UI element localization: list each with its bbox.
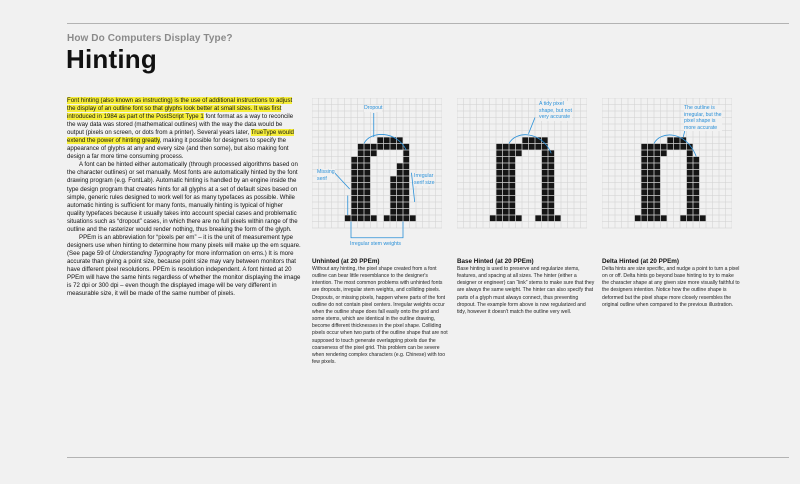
pixel [364, 170, 370, 176]
pixel [351, 163, 357, 169]
pixel [351, 196, 357, 202]
pixel [648, 157, 654, 163]
pixel [654, 176, 660, 182]
section-subtitle: How Do Computers Display Type? [67, 33, 233, 44]
pixel [687, 170, 693, 176]
pixel [509, 176, 515, 182]
pixel [496, 157, 502, 163]
pixel [693, 176, 699, 182]
pixel [693, 189, 699, 195]
delta-hinted-illustration [602, 98, 732, 254]
tidy-shape-label: A tidy pixel shape, but not very accurate [539, 101, 572, 120]
pixel [345, 215, 351, 221]
pixel [687, 209, 693, 215]
pixel [641, 189, 647, 195]
pixel [403, 183, 409, 189]
pixel [687, 189, 693, 195]
pixel [509, 183, 515, 189]
pixel [693, 215, 699, 221]
highlight-2: TrueType would extend the power of hinting greatly [67, 129, 294, 145]
pixel [648, 150, 654, 156]
pixel [351, 189, 357, 195]
pixel [509, 150, 515, 156]
pixel [496, 150, 502, 156]
pixel [542, 144, 548, 150]
pixel [403, 157, 409, 163]
pixel [516, 215, 522, 221]
pixel [397, 170, 403, 176]
pixel [390, 144, 396, 150]
pixel [364, 150, 370, 156]
paragraph-3: PPEm is an abbreviation for “pixels per em” – it is the unit of measurement type designers use when hinting to determine how many pixels will make up the em square. (See page 59 of Understanding Typography for more information on ems.) It is more accurate than giving a point size, because point size may vary between monitors that have different pixel resolutions. PPEm is resolution independent. A font hinted at 20 PPEm will have the same hints regardless of whether the monitor displaying the image is 72 dpi or 300 dpi – even though the displayed image will be very different in measurable size, it will be made of the same number of pixels. [67, 233, 301, 298]
pixel [397, 196, 403, 202]
pixel [503, 209, 509, 215]
pixel [358, 215, 364, 221]
pixel [548, 183, 554, 189]
pixel [377, 137, 383, 143]
pixel [648, 183, 654, 189]
pixel [641, 176, 647, 182]
tidy-shape-arrow [529, 118, 536, 134]
pixel [503, 196, 509, 202]
pixel [674, 137, 680, 143]
pixel [403, 170, 409, 176]
pixel [654, 202, 660, 208]
pixel [635, 215, 641, 221]
pixel [509, 215, 515, 221]
pixel [503, 176, 509, 182]
pixel [548, 196, 554, 202]
pixel [687, 202, 693, 208]
irregular-serif-label: Irregular serif size [414, 173, 435, 186]
pixel [403, 209, 409, 215]
pixel [397, 215, 403, 221]
pixel [654, 183, 660, 189]
pixel [654, 150, 660, 156]
pixel [503, 157, 509, 163]
pixel [680, 144, 686, 150]
pixel [496, 202, 502, 208]
pixel [397, 163, 403, 169]
pixel [535, 144, 541, 150]
pixel [351, 176, 357, 182]
pixel [496, 196, 502, 202]
pixel [509, 196, 515, 202]
pixel [503, 202, 509, 208]
pixel [693, 163, 699, 169]
top-rule [67, 23, 789, 24]
pixel [687, 150, 693, 156]
pixel [516, 144, 522, 150]
pixel [542, 215, 548, 221]
pixel [358, 176, 364, 182]
pixel [641, 196, 647, 202]
pixel [384, 137, 390, 143]
pixel [410, 215, 416, 221]
pixel [503, 144, 509, 150]
pixel [509, 170, 515, 176]
paragraph-1: Font hinting (also known as instructing) is the use of additional instructions to adjust the display of an outline font so that glyphs look better at small sizes. It was first introduced in 1984 as part of the PostScript Type 1 font format as a way to reconcile the way data was stored (mathematical outlines) with the way the data would be output (pixels on screen, or dots from a printer). Several years later, TrueType would extend the power of hinting greatly, making it possible for designers to specify the appearance of glyphs at any and every size (and then some), but also making font design a far more time consuming process. [67, 97, 294, 161]
pixel [641, 144, 647, 150]
pixel [700, 215, 706, 221]
pixel [542, 163, 548, 169]
pixel [397, 176, 403, 182]
pixel [661, 144, 667, 150]
pixel [390, 209, 396, 215]
pixel [693, 183, 699, 189]
pixel [661, 215, 667, 221]
pixel [641, 170, 647, 176]
base-hinted-pixel-grid [457, 98, 587, 254]
pixel [364, 176, 370, 182]
pixel [693, 157, 699, 163]
unhinted-illustration [312, 98, 442, 254]
irregular-stem-label: Irregular stem weights [350, 241, 402, 247]
pixel [351, 183, 357, 189]
pixel [503, 170, 509, 176]
pixel [648, 209, 654, 215]
pixel [364, 202, 370, 208]
pixel [364, 196, 370, 202]
pixel [358, 202, 364, 208]
pixel [654, 170, 660, 176]
pixel [648, 144, 654, 150]
pixel-grid-lines [312, 98, 442, 228]
pixel [351, 215, 357, 221]
pixel [358, 150, 364, 156]
delta-hinted-caption-title: Delta Hinted (at 20 PPEm) [602, 258, 679, 265]
pixel [542, 196, 548, 202]
pixel [397, 202, 403, 208]
pixel [548, 202, 554, 208]
pixel [542, 157, 548, 163]
pixel [358, 183, 364, 189]
pixel [403, 196, 409, 202]
pixel [397, 183, 403, 189]
pixel [351, 202, 357, 208]
pixel [548, 163, 554, 169]
pixel [674, 144, 680, 150]
base-hinted-caption-title: Base Hinted (at 20 PPEm) [457, 258, 534, 265]
pixel [529, 137, 535, 143]
paragraph-2: A font can be hinted either automatically (through processed algorithms based on the character outlines) or set manually. Most fonts are automatically hinted by the font drawing program (e.g. FontLab). Automatic hinting is handled by an engine inside the type design program that creates hints for all glyphs at a set of default sizes based on simple, generic rules designed to work well for as many typefaces as possible. While automatic hinting is sufficient for many fonts, manually hinting is typical of higher quality typefaces because it usually takes into account special cases and problematic situations such as “dropout” cases, in which there are no full pixels within range of the outline and the rasterizer would render nothing, thus breaking the form of the glyph. [67, 161, 298, 233]
pixel [496, 215, 502, 221]
pixel [516, 150, 522, 156]
pixel [358, 209, 364, 215]
pixel [667, 137, 673, 143]
pixel [548, 189, 554, 195]
pixel [693, 170, 699, 176]
pixel [548, 209, 554, 215]
pixel [648, 170, 654, 176]
pixel [364, 189, 370, 195]
pixel [654, 196, 660, 202]
pixel [503, 183, 509, 189]
pixel [358, 144, 364, 150]
pixel [687, 176, 693, 182]
pixel [548, 176, 554, 182]
bottom-rule [67, 457, 789, 458]
pixel [542, 209, 548, 215]
missing-serif-label: Missing serif [317, 169, 335, 182]
pixel [667, 144, 673, 150]
pixel [522, 144, 528, 150]
pixel [522, 137, 528, 143]
pixel [542, 189, 548, 195]
pixel [687, 157, 693, 163]
pixel [390, 196, 396, 202]
body-text [67, 97, 301, 298]
pixel [403, 189, 409, 195]
pixel [648, 189, 654, 195]
pixel [529, 144, 535, 150]
pixel [496, 170, 502, 176]
pixel [542, 137, 548, 143]
pixel [403, 150, 409, 156]
pixel [496, 176, 502, 182]
pixel [641, 215, 647, 221]
delta-hinted-caption-body: Delta hints are size specific, and nudge a point to turn a pixel on or off. Delta hints go beyond base hinting to try to make the character shape at any given size more visually faithful to the designers intention. Notice how the outline shape is deformed but the pixel shape more closely resembles the original outline when compared to the previous illustration. [602, 266, 740, 308]
pixel [490, 215, 496, 221]
pixel [496, 189, 502, 195]
pixel [371, 144, 377, 150]
pixel [509, 189, 515, 195]
pixel [364, 183, 370, 189]
pixel [641, 202, 647, 208]
pixel [496, 144, 502, 150]
pixel [358, 189, 364, 195]
pixel [542, 150, 548, 156]
pixel [654, 144, 660, 150]
pixel [496, 209, 502, 215]
pixel [548, 215, 554, 221]
pixel [390, 176, 396, 182]
pixel [548, 170, 554, 176]
pixel [654, 209, 660, 215]
pixel [364, 144, 370, 150]
pixel [654, 163, 660, 169]
pixel [358, 170, 364, 176]
pixel [687, 183, 693, 189]
pixel [384, 144, 390, 150]
pixel [397, 209, 403, 215]
pixel [687, 196, 693, 202]
pixel [548, 157, 554, 163]
pixel [397, 189, 403, 195]
pixel [403, 215, 409, 221]
pixel [693, 202, 699, 208]
pixel [503, 215, 509, 221]
pixel [654, 157, 660, 163]
pixel [503, 189, 509, 195]
pixel [648, 202, 654, 208]
pixel [390, 189, 396, 195]
pixel [358, 163, 364, 169]
pixel [403, 176, 409, 182]
pixel [648, 196, 654, 202]
pixel [648, 215, 654, 221]
pixel [687, 215, 693, 221]
pixel [351, 170, 357, 176]
pixel [351, 209, 357, 215]
pixel [358, 196, 364, 202]
pixel [687, 163, 693, 169]
pixel [542, 202, 548, 208]
pixel [542, 176, 548, 182]
pixel [509, 209, 515, 215]
pixel [648, 176, 654, 182]
accurate-outline-label: The outline is irregular, but the pixel shape is more accurate [684, 105, 722, 131]
pixel [555, 215, 561, 221]
unhinted-caption-body: Without any hinting, the pixel shape created from a font outline can bear little resemblance to the designer's intention. The most common problems with unhinted fonts are dropouts, irregular stem weights, and colliding pixels. Dropouts, or missing pixels, happen where parts of the font outline do not contain pixel centers. Irregular weights occur when the outline shape does fall easily onto the grid and some stems, which are identical in the outline drawing, become different thicknesses in the pixel shape. Colliding pixels occur when two parts of the outline shape that are not supposed to touch generate overlapping pixels due the coarseness of the pixel grid. This problem can be severe when rendering complex characters (e.g. Chinese) with too few pixels. [312, 266, 448, 366]
pixel [364, 215, 370, 221]
pixel [390, 202, 396, 208]
pixel [371, 150, 377, 156]
pixel [364, 163, 370, 169]
page-title: Hinting [66, 44, 157, 74]
base-hinted-illustration [457, 98, 587, 254]
pixel [680, 215, 686, 221]
pixel [397, 137, 403, 143]
pixel [648, 163, 654, 169]
pixel [496, 163, 502, 169]
pixel [693, 196, 699, 202]
pixel [371, 215, 377, 221]
pixel [641, 157, 647, 163]
pixel [496, 183, 502, 189]
pixel [641, 150, 647, 156]
pixel [503, 163, 509, 169]
pixel [509, 163, 515, 169]
unhinted-caption-title: Unhinted (at 20 PPEm) [312, 258, 380, 265]
dropout-label: Dropout [364, 105, 383, 111]
pixel [403, 163, 409, 169]
pixel [535, 215, 541, 221]
pixel [693, 209, 699, 215]
pixel [351, 157, 357, 163]
pixel [364, 209, 370, 215]
pixel [509, 202, 515, 208]
pixel [377, 144, 383, 150]
pixel [641, 209, 647, 215]
pixel [641, 163, 647, 169]
pixel [364, 157, 370, 163]
pixel [403, 202, 409, 208]
pixel [503, 150, 509, 156]
pixel [542, 183, 548, 189]
pixel [384, 215, 390, 221]
pixel [390, 215, 396, 221]
highlight-1: Font hinting (also known as instructing) is the use of additional instructions to adjust the display of an outline font so that glyphs look better at small sizes. It was first introduced in 1984 as part of the PostScript Type 1 [67, 97, 293, 121]
pixel [654, 189, 660, 195]
base-hinted-caption-body: Base hinting is used to preserve and regularize stems, features, and spacing at all sizes. The hinter (either a designer or engineer) can “link” stems to make sure that they are always the same weight. The hinter can also specify that parts of a glyph must always connect, thus preventing dropout. The example form above is now regularized and tidy, however it doesn't match the outline very well. [457, 266, 595, 315]
pixel [358, 157, 364, 163]
pixel [654, 215, 660, 221]
pixel [509, 157, 515, 163]
pixel [542, 170, 548, 176]
pixel [509, 144, 515, 150]
pixel [641, 183, 647, 189]
pixel [661, 150, 667, 156]
pixel [397, 144, 403, 150]
pixel [390, 183, 396, 189]
